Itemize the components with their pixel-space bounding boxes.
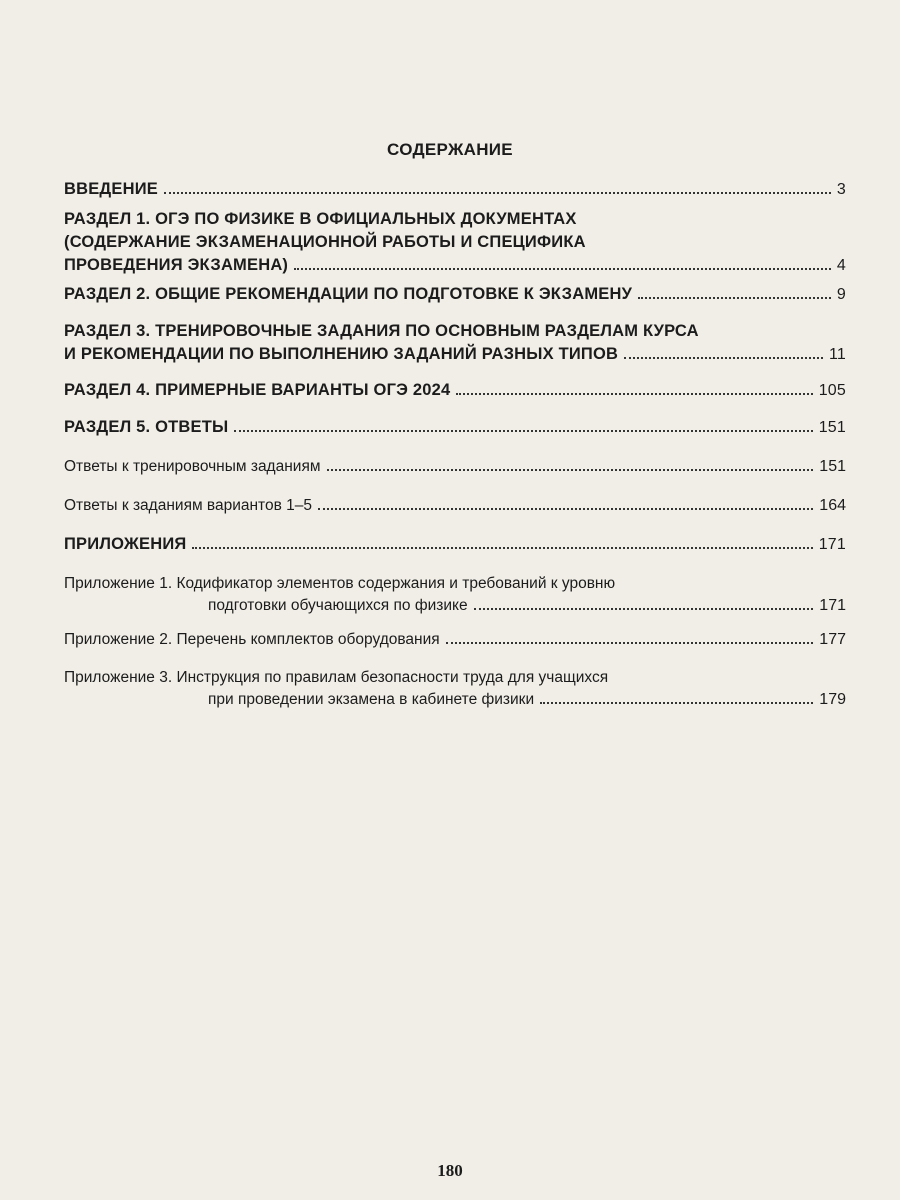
toc-page-number: 171 (819, 597, 846, 614)
toc-entry-title: РАЗДЕЛ 5. ОТВЕТЫ (64, 418, 229, 436)
dot-leader (234, 430, 812, 432)
toc-page-number: 171 (818, 536, 846, 553)
toc-entry-title: ПРОВЕДЕНИЯ ЭКЗАМЕНА) (64, 256, 289, 274)
toc-entry-title: РАЗДЕЛ 4. ПРИМЕРНЫЕ ВАРИАНТЫ ОГЭ 2024 (64, 381, 451, 399)
toc-entry-appendices (64, 533, 846, 556)
toc-entry-appendix-3 (64, 667, 846, 711)
toc-entry-section-4 (64, 379, 846, 402)
toc-entry-title: ВВЕДЕНИЕ (64, 180, 158, 198)
dot-leader (192, 547, 812, 549)
toc-entry-section-2 (64, 283, 846, 306)
toc-entry-title: при проведении экзамена в кабинете физики (208, 691, 535, 708)
dot-leader (540, 702, 813, 704)
dot-leader (456, 393, 812, 395)
page-title: СОДЕРЖАНИЕ (387, 140, 513, 159)
toc-entry-variant-answers (64, 495, 846, 517)
dot-leader (294, 268, 831, 270)
toc-entry-title: Приложение 3. Инструкция по правилам безопасности труда для учащихся (64, 669, 609, 686)
toc-entry-title: РАЗДЕЛ 3. ТРЕНИРОВОЧНЫЕ ЗАДАНИЯ ПО ОСНОВНЫМ РАЗДЕЛАМ КУРСА (64, 322, 699, 340)
dot-leader (327, 469, 814, 471)
toc-page-number: 179 (819, 691, 846, 708)
dot-leader (446, 642, 814, 644)
dot-leader (638, 297, 831, 299)
toc-entry-title: Ответы к тренировочным заданиям (64, 458, 321, 475)
toc-entry-training-answers (64, 456, 846, 478)
page-number: 180 (437, 1161, 463, 1180)
toc-entry-section-3 (64, 320, 846, 366)
dot-leader (318, 508, 813, 510)
toc-entry-section-1 (64, 208, 846, 277)
toc-entry-title: И РЕКОМЕНДАЦИИ ПО ВЫПОЛНЕНИЮ ЗАДАНИЙ РАЗНЫХ ТИПОВ (64, 345, 619, 363)
dot-leader (164, 192, 831, 194)
toc-entry-section-5 (64, 416, 846, 439)
toc-page-number: 151 (819, 458, 846, 475)
toc-entry-appendix-1 (64, 573, 846, 617)
toc-page-number: 105 (818, 382, 846, 399)
dot-leader (474, 608, 814, 610)
toc-entry-appendix-2 (64, 629, 846, 651)
toc-entry-title: Ответы к заданиям вариантов 1–5 (64, 497, 313, 514)
toc-entry-title: РАЗДЕЛ 1. ОГЭ ПО ФИЗИКЕ В ОФИЦИАЛЬНЫХ ДОКУМЕНТАХ (64, 210, 577, 228)
toc-page-number: 3 (836, 181, 846, 198)
toc-entry-introduction (64, 178, 846, 201)
toc-page-number: 9 (836, 286, 846, 303)
toc-page-number: 4 (836, 257, 846, 274)
toc-entry-title: Приложение 2. Перечень комплектов оборудования (64, 631, 440, 648)
toc-page-number: 164 (819, 497, 846, 514)
toc-entry-title: ПРИЛОЖЕНИЯ (64, 535, 187, 553)
toc-page-number: 177 (819, 631, 846, 648)
toc-entry-title: подготовки обучающихся по физике (208, 597, 468, 614)
dot-leader (624, 357, 823, 359)
toc-entry-title: (СОДЕРЖАНИЕ ЭКЗАМЕНАЦИОННОЙ РАБОТЫ И СПЕЦИФИКА (64, 233, 586, 251)
toc-page-number: 11 (828, 346, 846, 363)
toc-entry-title: РАЗДЕЛ 2. ОБЩИЕ РЕКОМЕНДАЦИИ ПО ПОДГОТОВКЕ К ЭКЗАМЕНУ (64, 285, 633, 303)
toc-page-number: 151 (818, 419, 846, 436)
toc-entry-title: Приложение 1. Кодификатор элементов содержания и требований к уровню (64, 575, 616, 592)
